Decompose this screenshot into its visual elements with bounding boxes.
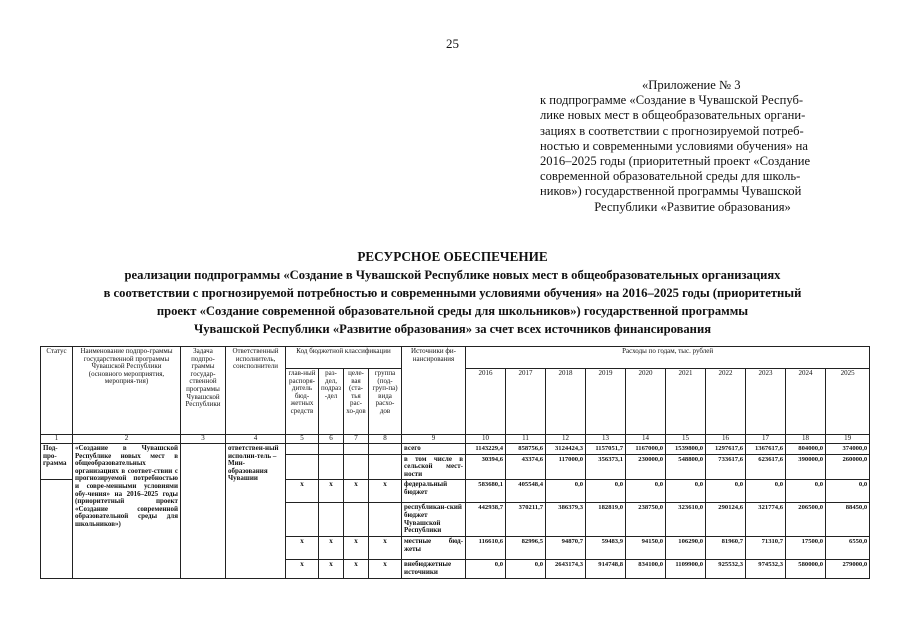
budget-code-cell [319, 444, 344, 455]
expense-value-cell: 1157051,7 [586, 444, 626, 455]
column-number: 4 [226, 435, 286, 444]
responsible-cell: ответствен-ный исполни-тель – Мин-образования Чувашии [226, 444, 286, 579]
heading-line: проект «Создание современной образовательной среды для школьников») государственной программы [156, 304, 749, 318]
header-status: Статус [41, 347, 73, 435]
budget-code-cell: x [369, 537, 402, 560]
budget-code-cell: x [319, 480, 344, 503]
appendix-line: лике новых мест в общеобразовательных органи- [540, 108, 806, 123]
expense-value-cell: 623617,6 [746, 454, 786, 480]
budget-code-cell: x [344, 560, 369, 578]
expense-value-cell: 370211,7 [506, 503, 546, 537]
expense-value-cell: 0,0 [546, 480, 586, 503]
column-number: 7 [344, 435, 369, 444]
budget-code-cell [369, 444, 402, 455]
header-year: 2025 [826, 369, 870, 435]
budget-code-cell: x [286, 480, 319, 503]
header-year: 2019 [586, 369, 626, 435]
budget-code-cell [344, 503, 369, 537]
column-number: 1 [41, 435, 73, 444]
column-number: 15 [666, 435, 706, 444]
appendix-line: 2016–2025 годы (приоритетный проект «Создание [540, 154, 811, 169]
expense-value-cell: 834100,0 [626, 560, 666, 578]
expense-value-cell: 30394,6 [466, 454, 506, 480]
column-number-row [41, 435, 870, 444]
budget-code-cell [319, 503, 344, 537]
header-task: Задача подпро-граммы государ-ственной программы Чувашской Республики [181, 347, 226, 435]
expense-value-cell: 0,0 [786, 480, 826, 503]
header-responsible: Ответственный исполнитель, соисполнители [226, 347, 286, 435]
header-year: 2020 [626, 369, 666, 435]
source-cell: федеральный бюджет [402, 480, 466, 503]
expense-value-cell: 323610,0 [666, 503, 706, 537]
header-year: 2022 [706, 369, 746, 435]
expense-value-cell: 0,0 [586, 480, 626, 503]
appendix-line: Республики «Развитие образования» [594, 199, 791, 214]
heading-line: Чувашской Республики «Развитие образования» за счет всех источников финансирования [193, 322, 712, 336]
expense-value-cell: 43374,6 [506, 454, 546, 480]
expense-value-cell: 0,0 [506, 560, 546, 578]
budget-code-cell: x [369, 480, 402, 503]
document-heading [40, 248, 865, 338]
expense-value-cell: 1109900,0 [666, 560, 706, 578]
budget-code-cell: x [344, 480, 369, 503]
table-row [41, 444, 870, 455]
column-number: 16 [706, 435, 746, 444]
expense-value-cell: 1367617,6 [746, 444, 786, 455]
header-year: 2018 [546, 369, 586, 435]
expense-value-cell: 405548,4 [506, 480, 546, 503]
budget-code-cell: x [319, 560, 344, 578]
header-expenses: Расходы по годам, тыс. рублей [466, 347, 870, 369]
expense-value-cell: 206500,0 [786, 503, 826, 537]
header-year: 2023 [746, 369, 786, 435]
expense-value-cell: 17500,0 [786, 537, 826, 560]
source-cell: всего [402, 444, 466, 455]
budget-code-cell: x [369, 560, 402, 578]
column-number: 13 [586, 435, 626, 444]
column-number: 17 [746, 435, 786, 444]
budget-code-cell: x [286, 560, 319, 578]
header-budget-code: Код бюджетной классификации [286, 347, 402, 369]
expense-value-cell: 94870,7 [546, 537, 586, 560]
budget-code-cell: x [286, 537, 319, 560]
source-cell: в том числе в сельской мест-ности [402, 454, 466, 480]
header-year: 2017 [506, 369, 546, 435]
expense-value-cell: 925532,3 [706, 560, 746, 578]
appendix-line: ников») государственной программы Чувашской [540, 184, 802, 199]
column-number: 12 [546, 435, 586, 444]
expense-value-cell: 858756,6 [506, 444, 546, 455]
expense-value-cell: 290124,6 [706, 503, 746, 537]
column-number: 11 [506, 435, 546, 444]
expense-value-cell: 548800,0 [666, 454, 706, 480]
status-cell: Под-про-грамма [41, 444, 73, 480]
budget-code-cell [286, 503, 319, 537]
expense-value-cell: 442938,7 [466, 503, 506, 537]
column-number: 10 [466, 435, 506, 444]
expense-value-cell: 81960,7 [706, 537, 746, 560]
expense-value-cell: 71310,7 [746, 537, 786, 560]
header-section: раз-дел, подраз-дел [319, 369, 344, 435]
expense-value-cell: 88450,0 [826, 503, 870, 537]
source-cell: внебюджетные источники [402, 560, 466, 578]
budget-code-cell [286, 454, 319, 480]
expense-value-cell: 0,0 [666, 480, 706, 503]
page-number: 25 [446, 36, 459, 51]
expense-value-cell: 0,0 [466, 560, 506, 578]
appendix-line: современной образовательной среды для школь- [540, 169, 801, 184]
status-cell [41, 480, 73, 578]
budget-code-cell [369, 454, 402, 480]
expense-value-cell: 386379,3 [546, 503, 586, 537]
expense-value-cell: 804000,0 [786, 444, 826, 455]
expense-value-cell: 260000,0 [826, 454, 870, 480]
heading-line: реализации подпрограммы «Создание в Чувашской Республике новых мест в общеобразовательных организациях [124, 268, 781, 282]
expense-value-cell: 238750,0 [626, 503, 666, 537]
appendix-caption [540, 78, 845, 215]
expense-value-cell: 374000,0 [826, 444, 870, 455]
header-expense-group: группа (под-груп-па) вида расхо-дов [369, 369, 402, 435]
resource-table [40, 346, 870, 579]
heading-line: в соответствии с прогнозируемой потребностью и современными условиями обучения» на 2016–2025 годы (приоритетный [103, 286, 802, 300]
header-year: 2016 [466, 369, 506, 435]
column-number: 14 [626, 435, 666, 444]
expense-value-cell: 2643174,3 [546, 560, 586, 578]
appendix-line: ностью и современными условиями обучения» на [540, 138, 809, 153]
appendix-line: зациях в соответствии с прогнозируемой потреб- [540, 123, 804, 138]
expense-value-cell: 6550,0 [826, 537, 870, 560]
expense-value-cell: 230000,0 [626, 454, 666, 480]
budget-code-cell [344, 454, 369, 480]
header-source: Источники фи-нансирования [402, 347, 466, 435]
expense-value-cell: 1167000,0 [626, 444, 666, 455]
appendix-line: к подпрограмме «Создание в Чувашской Респуб- [540, 93, 804, 108]
expense-value-cell: 3124424,3 [546, 444, 586, 455]
budget-code-cell [286, 444, 319, 455]
heading-title: РЕСУРСНОЕ ОБЕСПЕЧЕНИЕ [357, 249, 548, 264]
budget-code-cell: x [344, 537, 369, 560]
header-year: 2024 [786, 369, 826, 435]
expense-value-cell: 914748,8 [586, 560, 626, 578]
appendix-line: «Приложение № 3 [642, 78, 741, 92]
header-target-article: целе-вая (ста-тья рас-хо-дов [344, 369, 369, 435]
expense-value-cell: 0,0 [626, 480, 666, 503]
column-number: 2 [73, 435, 181, 444]
column-number: 9 [402, 435, 466, 444]
expense-value-cell: 279000,0 [826, 560, 870, 578]
task-cell [181, 444, 226, 579]
expense-value-cell: 59483,9 [586, 537, 626, 560]
budget-code-cell: x [319, 537, 344, 560]
column-number: 5 [286, 435, 319, 444]
expense-value-cell: 583680,1 [466, 480, 506, 503]
column-number: 18 [786, 435, 826, 444]
expense-value-cell: 94150,0 [626, 537, 666, 560]
budget-code-cell [369, 503, 402, 537]
expense-value-cell: 106290,0 [666, 537, 706, 560]
header-name: Наименование подпро-граммы государственной программы Чувашской Республики (основного мероприятия, мероприя-тия) [73, 347, 181, 435]
expense-value-cell: 116610,6 [466, 537, 506, 560]
expense-value-cell: 390000,0 [786, 454, 826, 480]
expense-value-cell: 0,0 [826, 480, 870, 503]
expense-value-cell: 733617,6 [706, 454, 746, 480]
source-cell: местные бюд-жеты [402, 537, 466, 560]
column-number: 8 [369, 435, 402, 444]
expense-value-cell: 974532,3 [746, 560, 786, 578]
budget-code-cell [319, 454, 344, 480]
header-row [41, 347, 870, 369]
expense-value-cell: 82996,5 [506, 537, 546, 560]
expense-value-cell: 321774,6 [746, 503, 786, 537]
column-number: 6 [319, 435, 344, 444]
budget-code-cell [344, 444, 369, 455]
header-year: 2021 [666, 369, 706, 435]
column-number: 19 [826, 435, 870, 444]
expense-value-cell: 117000,0 [546, 454, 586, 480]
program-name-cell: «Создание в Чувашской Республике новых мест в общеобразовательных организациях в соответ-ствии с прогнозируемой потребностью и совре-менными условиями обу-чения» на 2016–2025 годы (приоритетный проект «Создание современной образовательной среды для школьников») [73, 444, 181, 579]
expense-value-cell: 1143229,4 [466, 444, 506, 455]
expense-value-cell: 0,0 [746, 480, 786, 503]
column-number: 3 [181, 435, 226, 444]
expense-value-cell: 1539800,0 [666, 444, 706, 455]
source-cell: республикан-ский бюджет Чувашской Республики [402, 503, 466, 537]
expense-value-cell: 1297617,6 [706, 444, 746, 455]
header-chief-manager: глав-ный распоря-дитель бюд-жетных средств [286, 369, 319, 435]
expense-value-cell: 182819,0 [586, 503, 626, 537]
expense-value-cell: 580000,0 [786, 560, 826, 578]
expense-value-cell: 0,0 [706, 480, 746, 503]
expense-value-cell: 356373,1 [586, 454, 626, 480]
